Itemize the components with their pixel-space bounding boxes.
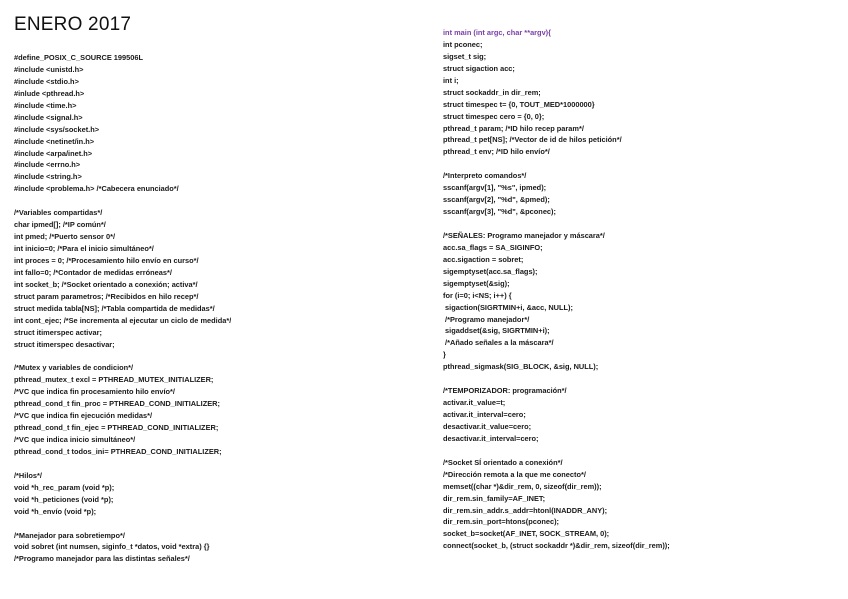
code-line: struct medida tabla[NS]; /*Tabla compartida de medidas*/ [14, 303, 215, 313]
code-line: struct itimerspec activar; [14, 327, 102, 337]
code-line: /*Socket SÍ orientado a conexión*/ [443, 457, 563, 467]
code-line: pthread_sigmask(SIG_BLOCK, &sig, NULL); [443, 362, 599, 372]
code-line: sigset_t sig; [443, 51, 487, 61]
code-line [14, 518, 231, 530]
code-line: /*Mutex y variables de condicion*/ [14, 363, 134, 373]
code-line: struct sigaction acc; [443, 63, 515, 73]
code-line: /*Dirección remota a la que me conecto*/ [443, 469, 586, 479]
code-line: #include <time.h> [14, 100, 77, 110]
code-line: int pmed; /*Puerto sensor 0*/ [14, 232, 116, 242]
code-column-left [14, 52, 231, 565]
page-title: ENERO 2017 [14, 14, 132, 35]
code-line: dir_rem.sin_family=AF_INET; [443, 493, 546, 503]
code-line [443, 373, 670, 385]
code-line: int socket_b; /*Socket orientado a conexión; activa*/ [14, 279, 198, 289]
code-line: sigemptyset(&sig); [443, 278, 510, 288]
code-line: pthread_t param; /*ID hilo recep param*/ [443, 123, 584, 133]
code-line: activar.it_interval=cero; [443, 410, 526, 419]
code-line: #include <netinet/in.h> [14, 136, 95, 146]
code-line: int cont_ejec; /*Se incrementa al ejecutar un ciclo de medida*/ [14, 315, 232, 325]
code-line: #include <problema.h> /*Cabecera enunciado*/ [14, 184, 179, 194]
code-line: char ipmed[]; /*IP común*/ [14, 220, 106, 230]
code-line: #include <stdio.h> [14, 76, 79, 86]
code-line: /*Programo manejador para las distintas señales*/ [14, 554, 190, 564]
code-line: desactivar.it_value=cero; [443, 421, 532, 431]
code-line: /*Programo manejador*/ [443, 314, 530, 324]
code-line: struct timespec cero = {0, 0}; [443, 111, 545, 121]
code-line [443, 218, 670, 230]
code-line: dir_rem.sin_port=htons(pconec); [443, 517, 560, 527]
code-line: sscanf(argv[1], "%s", ipmed); [443, 183, 547, 193]
code-line: connect(socket_b, (struct sockaddr *)&dir_rem, sizeof(dir_rem)); [443, 541, 670, 551]
code-line: acc.sa_flags = SA_SIGINFO; [443, 242, 543, 252]
code-line: #include <arpa/inet.h> [14, 148, 93, 158]
code-line: sigemptyset(acc.sa_flags); [443, 266, 538, 276]
code-line: int i; [443, 75, 459, 85]
code-line: } [443, 350, 446, 360]
code-line: int fallo=0; /*Contador de medidas erróneas*/ [14, 267, 172, 277]
code-line [14, 350, 231, 362]
code-column-right [443, 27, 670, 552]
code-line: pthread_cond_t fin_proc = PTHREAD_COND_INITIALIZER; [14, 399, 220, 409]
code-line: /*Manejador para sobretiempo*/ [14, 530, 125, 540]
code-line: void sobret (int numsen, siginfo_t *datos, void *extra) {} [14, 542, 210, 552]
code-line: sscanf(argv[2], "%d", &pmed); [443, 195, 550, 205]
code-line: pthread_cond_t todos_ini= PTHREAD_COND_INITIALIZER; [14, 446, 222, 456]
code-line: #include <string.h> [14, 172, 82, 182]
code-line: sscanf(argv[3], "%d", &pconec); [443, 207, 556, 217]
code-line: acc.sigaction = sobret; [443, 254, 524, 264]
code-line: void *h_peticiones (void *p); [14, 494, 114, 504]
code-line: /*TEMPORIZADOR: programación*/ [443, 386, 567, 396]
code-line: pthread_t env; /*ID hilo envío*/ [443, 147, 550, 157]
code-line: #inlude <pthread.h> [14, 88, 85, 98]
code-line: desactivar.it_interval=cero; [443, 433, 539, 443]
code-line: void *h_envío (void *p); [14, 506, 97, 516]
code-line: struct timespec t= {0, TOUT_MED*1000000} [443, 99, 595, 109]
code-line: #include <errno.h> [14, 160, 81, 170]
code-line: for (i=0; i<NS; i++) { [443, 290, 512, 300]
code-line: /*VC que indica fin ejecución medidas*/ [14, 411, 152, 421]
code-line: #define_POSIX_C_SOURCE 199506L [14, 53, 143, 62]
code-line [443, 158, 670, 170]
code-line: /*Hilos*/ [14, 470, 42, 480]
code-line: void *h_rec_param (void *p); [14, 482, 115, 492]
code-line: sigaction(SIGRTMIN+i, &acc, NULL); [443, 302, 573, 312]
code-line: int main (int argc, char **argv){ [443, 28, 552, 37]
code-line: int proces = 0; /*Procesamiento hilo envío en curso*/ [14, 255, 199, 265]
code-line [443, 445, 670, 457]
code-line: int inicio=0; /*Para el inicio simultáneo*/ [14, 244, 154, 253]
code-line [14, 458, 231, 470]
code-line: #include <sys/socket.h> [14, 124, 100, 134]
code-line: /*Variables compartidas*/ [14, 208, 103, 218]
code-line: pthread_t pet[NS]; /*Vector de id de hilos petición*/ [443, 135, 622, 145]
code-line: socket_b=socket(AF_INET, SOCK_STREAM, 0); [443, 529, 610, 539]
code-line: int pconec; [443, 39, 483, 49]
code-line: /*Interpreto comandos*/ [443, 171, 527, 181]
code-line: sigaddset(&sig, SIGRTMIN+i); [443, 326, 550, 336]
code-line: /*VC que indica fin procesamiento hilo envío*/ [14, 387, 175, 397]
code-line: #include <signal.h> [14, 112, 83, 122]
code-line: memset((char *)&dir_rem, 0, sizeof(dir_rem)); [443, 481, 602, 491]
code-line: dir_rem.sin_addr.s_addr=htonl(INADDR_ANY); [443, 505, 608, 515]
code-line: /*Añado señales a la máscara*/ [443, 338, 554, 348]
code-line: struct param parametros; /*Recibidos en hilo recep*/ [14, 291, 199, 301]
code-line [14, 195, 231, 207]
code-line: struct itimerspec desactivar; [14, 339, 115, 349]
code-line: #include <unistd.h> [14, 64, 84, 74]
code-line: pthread_mutex_t excl = PTHREAD_MUTEX_INITIALIZER; [14, 375, 214, 385]
code-line: /*VC que indica inicio simultáneo*/ [14, 435, 136, 444]
code-line: activar.it_value=t; [443, 398, 506, 408]
code-line: pthread_cond_t fin_ejec = PTHREAD_COND_INITIALIZER; [14, 423, 219, 433]
code-line: struct sockaddr_in dir_rem; [443, 87, 541, 97]
code-line: /*SEÑALES: Programo manejador y máscara*/ [443, 230, 605, 240]
